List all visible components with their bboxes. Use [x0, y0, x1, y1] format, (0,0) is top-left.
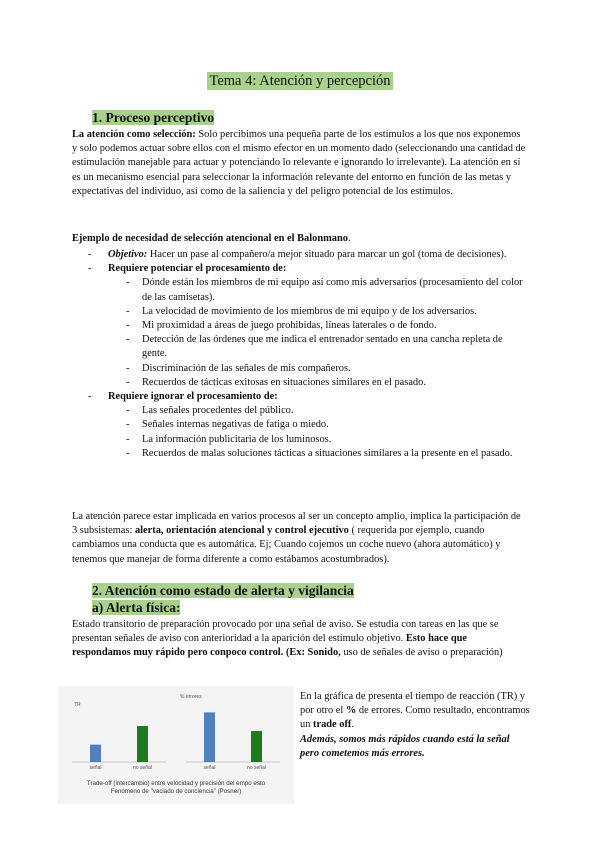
page-title: Tema 4: Atención y percepción — [0, 72, 600, 90]
list-item: - Discriminación de las señales de mis compañeros. — [126, 362, 351, 374]
section2-subheading: a) Alerta física: — [92, 600, 181, 615]
list-item: - Mi proximidad a áreas de juego prohibidas, líneas laterales o de fondo. — [126, 320, 437, 332]
list-item: - La velocidad de movimiento de los miembros de mi equipo y de los adversarios. — [126, 305, 477, 317]
list-item: - Detección de las órdenes que me indica el entrenador sentado en una cancha repleta de gente. — [126, 334, 503, 360]
list-item: - Recuerdos de tácticas exitosas en situaciones similares en el pasado. — [126, 376, 426, 388]
chart-1 — [72, 702, 166, 771]
chart-2 — [180, 694, 280, 771]
x-tick-label: no señal — [133, 765, 152, 771]
bar-charts — [58, 686, 294, 786]
list-item-objetivo: - Objetivo: Hacer un pase al compañero/a mejor situado para marcar un gol (toma de decisiones). — [88, 249, 507, 260]
y-axis-label: % errores — [180, 694, 202, 700]
list-item: - Recuerdos de malas soluciones tácticas a situaciones similares a la presente en el pasado. — [126, 447, 513, 459]
intro-text: Solo percibimos una pequeña parte de los estímulos a los que nos exponemos y solo podemos actuar sobre ellos con el mismo efector en un momento dado (seleccionando una cantidad de estimulación manejable para actuar y potenciando lo relevante e ignorando lo irrelevante). La atención en sí es un mecanismo esencial para seleccionar la información relevante del entorno en función de las metas y expectativas del individuo, así como de la saliencia y del peligro potencial de los estímulos. — [72, 129, 526, 197]
intro-bold: La atención como selección: — [72, 129, 196, 140]
bar-señal — [204, 712, 215, 762]
section2-paragraph: Estado transitorio de preparación provocado por una señal de aviso. Se estudia con tareas en las que se presentan señales de aviso con anterioridad a la aparición del estímulo objetivo. Esto hace que respondamos muy rápido pero conpoco control. (Ex: Sonido, uso de señales de aviso o preparación) — [72, 619, 503, 659]
list-item-ignorar: - Requiere ignorar el procesamiento de: — [88, 391, 278, 403]
section1-heading: 1. Proceso perceptivo — [92, 110, 215, 125]
chart-explanation: En la gráfica de presenta el tiempo de reacción (TR) y por otro el % de errores. Como resultado, encontramos un trade off. Además, somos más rápidos cuando está la señal pero cometemos más errores. — [300, 691, 530, 759]
bar-no-señal — [137, 726, 148, 762]
list-item: - La información publicitaria de los luminosos. — [126, 433, 332, 445]
figure-charts — [58, 686, 294, 804]
bar-no-señal — [251, 731, 262, 762]
section1-intro — [72, 128, 528, 199]
x-tick-label: no señal — [247, 765, 266, 771]
x-tick-label: señal — [89, 765, 102, 771]
list-item-requiere: - Requiere potenciar el procesamiento de: — [88, 263, 287, 275]
bar-señal — [90, 745, 101, 762]
section2-heading: 2. Atención como estado de alerta y vigilancia — [92, 583, 354, 598]
x-tick-label: señal — [203, 765, 216, 771]
section1-closing: La atención parece estar implicada en varios procesos al ser un concepto amplio, implica la participación de 3 subsistemas: alerta, orientación atencional y control ejecutivo ( requerida por ejemplo, cuando cambiamos una conducta que es automática. Ej; Cuando cojemos un coche nuevo (ahora automático) y tenemos que manejar de forma diferente a como estábamos acostumbrados). — [72, 511, 521, 565]
list-item: - Las señales procedentes del público. — [126, 405, 294, 417]
example-list — [72, 248, 528, 461]
list-item: - Señales internas negativas de fatiga o miedo. — [126, 419, 329, 431]
chart-caption: Trade-off (intercambio) entre velocidad y precisión del empo esto Fenómeno de "vaciado de conciencia" (Posner) — [86, 780, 266, 795]
y-axis-label: TR — [74, 702, 81, 708]
example-heading: Ejemplo de necesidad de selección atencional en el Balonmano. — [72, 233, 351, 244]
list-item: - Dónde están los miembros de mi equipo así como mis adversarios (procesamiento del color de las camisetas). — [126, 277, 523, 303]
